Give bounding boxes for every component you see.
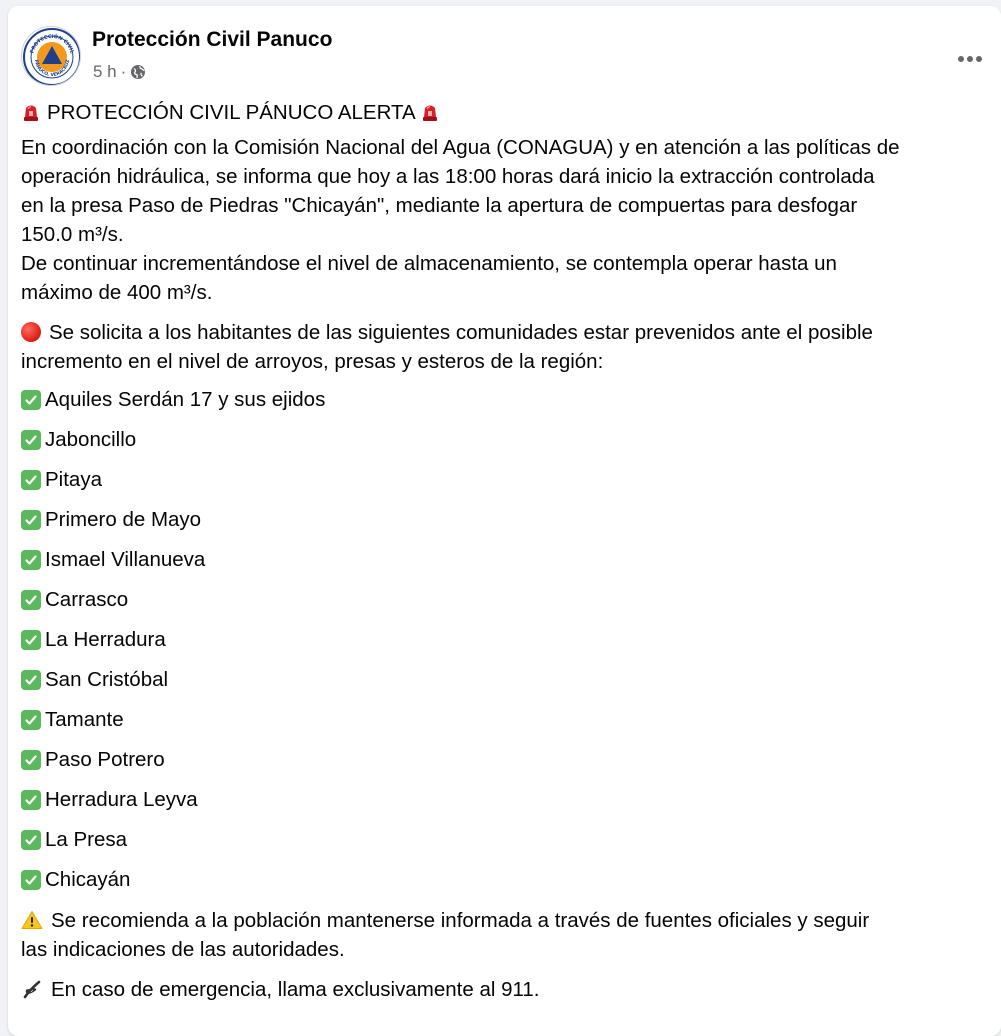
post-body	[21, 98, 979, 1015]
check-mark-icon	[21, 590, 41, 610]
check-mark-icon	[21, 630, 41, 650]
community-name: Paso Potrero	[45, 748, 165, 771]
list-item	[21, 380, 979, 420]
alert-title: PROTECCIÓN CIVIL PÁNUCO ALERTA	[47, 101, 416, 124]
siren-icon	[420, 102, 440, 122]
community-name: Aquiles Serdán 17 y sus ejidos	[45, 388, 326, 411]
community-name: Tamante	[45, 708, 124, 731]
list-item	[21, 580, 979, 620]
emergency-line	[21, 975, 979, 1004]
siren-icon	[21, 102, 41, 122]
avatar-ring-text-bottom: PÁNUCO, VERACRUZ	[32, 59, 72, 79]
more-options-button[interactable]	[953, 42, 987, 76]
post-card	[8, 6, 1001, 1036]
check-mark-icon	[21, 710, 41, 730]
list-item	[21, 660, 979, 700]
warning-paragraph	[21, 906, 979, 964]
warning-icon	[21, 910, 43, 930]
request-line: incremento en el nivel de arroyos, presas y esteros de la región:	[21, 350, 604, 373]
community-name: Pitaya	[45, 468, 102, 491]
phone-icon	[21, 979, 43, 999]
list-item	[21, 860, 979, 900]
post-meta	[93, 62, 146, 82]
emergency-text: En caso de emergencia, llama exclusivamente al 911.	[51, 978, 540, 1001]
list-item	[21, 780, 979, 820]
intro-line: De continuar incrementándose el nivel de almacenamiento, se contempla operar hasta un	[21, 252, 837, 275]
request-line	[21, 318, 979, 347]
list-item	[21, 620, 979, 660]
request-paragraph	[21, 318, 979, 376]
globe-icon[interactable]	[130, 64, 146, 80]
intro-line: En coordinación con la Comisión Nacional del Agua (CONAGUA) y en atención a las políticas de	[21, 136, 900, 159]
community-name: Herradura Leyva	[45, 788, 198, 811]
list-item	[21, 820, 979, 860]
community-name: Carrasco	[45, 588, 129, 611]
community-name: Jaboncillo	[45, 428, 137, 451]
post-header	[21, 26, 991, 92]
community-name: Chicayán	[45, 868, 131, 891]
avatar-ring-text-top: PROTECCIÓN CIVIL	[29, 33, 75, 55]
intro-line: 150.0 m³/s.	[21, 223, 124, 246]
proteccion-civil-logo-icon	[22, 27, 81, 86]
red-circle-icon	[21, 322, 41, 342]
check-mark-icon	[21, 670, 41, 690]
list-item	[21, 700, 979, 740]
community-name: Ismael Villanueva	[45, 548, 206, 571]
check-mark-icon	[21, 790, 41, 810]
intro-line: máximo de 400 m³/s.	[21, 281, 213, 304]
community-name: Primero de Mayo	[45, 508, 202, 531]
list-item	[21, 460, 979, 500]
intro-line: en la presa Paso de Piedras "Chicayán", mediante la apertura de compuertas para desfogar	[21, 194, 858, 217]
avatar[interactable]	[21, 26, 81, 86]
alert-title-line	[21, 98, 979, 127]
check-mark-icon	[21, 870, 41, 890]
intro-line: operación hidráulica, se informa que hoy a las 18:00 horas dará inicio la extracción controlada	[21, 165, 875, 188]
community-name: La Presa	[45, 828, 128, 851]
warning-line	[21, 906, 979, 935]
community-name: San Cristóbal	[45, 668, 169, 691]
check-mark-icon	[21, 390, 41, 410]
check-mark-icon	[21, 750, 41, 770]
list-item	[21, 500, 979, 540]
post-time[interactable]: 5 h	[93, 62, 117, 81]
meta-separator: ·	[120, 62, 127, 81]
list-item	[21, 540, 979, 580]
intro-paragraph	[21, 133, 979, 307]
check-mark-icon	[21, 470, 41, 490]
post-author-name[interactable]: Protección Civil Panuco	[92, 28, 333, 51]
list-item	[21, 420, 979, 460]
warning-line: las indicaciones de las autoridades.	[21, 938, 345, 961]
communities-list	[21, 380, 979, 900]
check-mark-icon	[21, 430, 41, 450]
request-text: Se solicita a los habitantes de las siguientes comunidades estar prevenidos ante el posible	[49, 321, 873, 344]
check-mark-icon	[21, 550, 41, 570]
check-mark-icon	[21, 830, 41, 850]
more-options-icon	[957, 55, 983, 63]
check-mark-icon	[21, 510, 41, 530]
community-name: La Herradura	[45, 628, 166, 651]
list-item	[21, 740, 979, 780]
warning-text: Se recomienda a la población mantenerse informada a través de fuentes oficiales y seguir	[51, 909, 870, 932]
